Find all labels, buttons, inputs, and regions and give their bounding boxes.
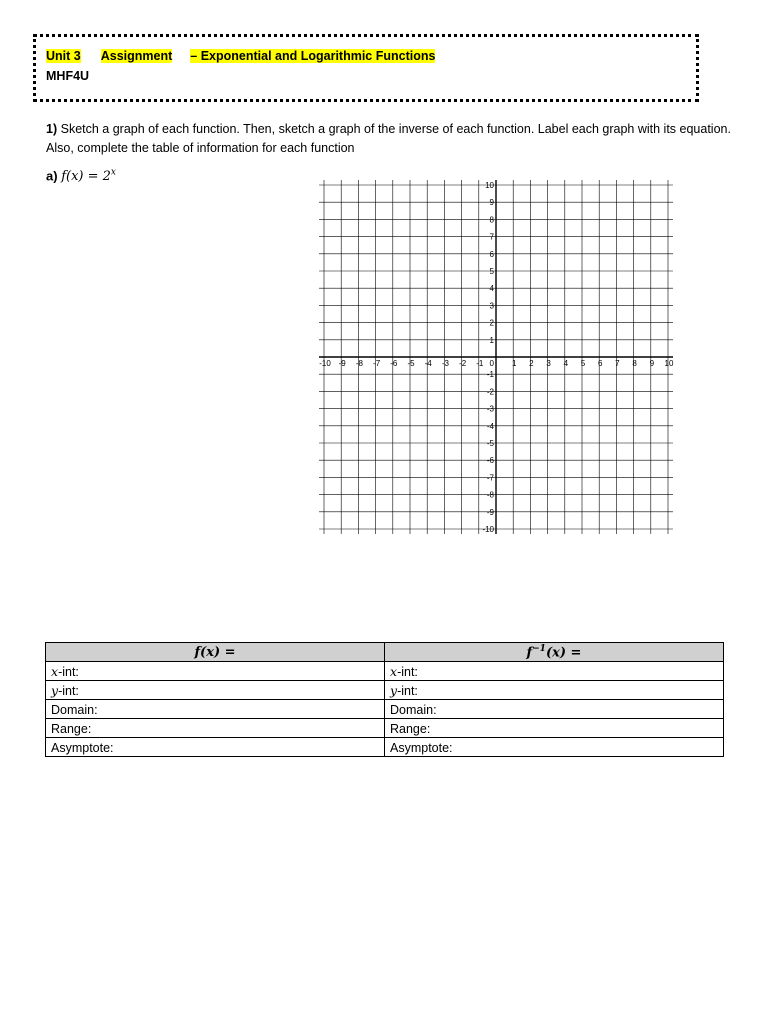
x-tick-label: -9 bbox=[338, 359, 346, 368]
course-code: MHF4U bbox=[46, 69, 90, 83]
y-tick-label: 5 bbox=[489, 267, 494, 276]
y-tick-label: 1 bbox=[489, 335, 494, 345]
question-1 bbox=[46, 120, 736, 158]
x-tick-label: 7 bbox=[615, 359, 620, 368]
question-number: 1) bbox=[46, 122, 58, 136]
x-tick-label: 2 bbox=[529, 359, 534, 368]
y-tick-label: 6 bbox=[489, 249, 494, 259]
x-tick-label: -2 bbox=[459, 359, 467, 368]
y-tick-label: 8 bbox=[489, 215, 494, 225]
x-tick-label: -3 bbox=[441, 359, 449, 368]
x-tick-label: 10 bbox=[664, 359, 674, 368]
function-info-table bbox=[45, 642, 724, 757]
y-tick-label: 9 bbox=[489, 198, 494, 208]
part-a-label bbox=[46, 168, 116, 184]
inverse-cell[interactable]: Asymptote: bbox=[385, 738, 724, 757]
assignment-label: Assignment bbox=[100, 49, 173, 63]
unit-label: Unit 3 bbox=[46, 49, 81, 63]
x-tick-label: 9 bbox=[649, 359, 655, 368]
header-box bbox=[33, 34, 699, 102]
x-tick-label: -8 bbox=[355, 359, 363, 368]
y-tick-label: -7 bbox=[486, 473, 494, 483]
x-tick-label: -5 bbox=[407, 359, 415, 368]
table-row bbox=[46, 662, 724, 681]
function-equation: $f(x) = 2^x$ bbox=[61, 168, 116, 185]
x-tick-label: -10 bbox=[319, 359, 331, 368]
y-tick-label: -2 bbox=[486, 387, 494, 397]
coordinate-grid bbox=[300, 176, 704, 536]
y-tick-label: -3 bbox=[486, 404, 494, 414]
inverse-cell[interactable]: Domain: bbox=[385, 700, 724, 719]
function-cell[interactable]: x-int: bbox=[46, 662, 385, 681]
question-text: Sketch a graph of each function. Then, sketch a graph of the inverse of each function. Label each graph with its equation. Also, complete the table of information for each function bbox=[46, 122, 731, 155]
function-cell[interactable]: Asymptote: bbox=[46, 738, 385, 757]
x-tick-label: -7 bbox=[373, 359, 381, 368]
y-tick-label: 3 bbox=[489, 301, 494, 311]
y-tick-label: 2 bbox=[489, 318, 494, 328]
function-cell[interactable]: Range: bbox=[46, 719, 385, 738]
y-tick-label: -6 bbox=[486, 456, 494, 466]
topic-label: – Exponential and Logarithmic Functions bbox=[190, 49, 436, 63]
y-tick-label: -8 bbox=[486, 490, 494, 500]
x-tick-label: -1 bbox=[476, 359, 484, 368]
x-tick-label: 8 bbox=[632, 359, 637, 368]
function-cell[interactable]: Domain: bbox=[46, 700, 385, 719]
table-row bbox=[46, 681, 724, 700]
x-tick-label: 4 bbox=[563, 359, 569, 368]
y-tick-label: 7 bbox=[489, 232, 494, 242]
x-tick-label: -6 bbox=[390, 359, 398, 368]
inverse-cell[interactable]: y-int: bbox=[385, 681, 724, 700]
x-tick-label: 6 bbox=[597, 359, 603, 368]
x-tick-label: 1 bbox=[511, 359, 517, 368]
table-row bbox=[46, 738, 724, 757]
part-letter: a) bbox=[46, 168, 58, 184]
inverse-cell[interactable]: x-int: bbox=[385, 662, 724, 681]
y-tick-label: 10 bbox=[485, 181, 494, 190]
function-cell[interactable]: y-int: bbox=[46, 681, 385, 700]
assignment-title bbox=[46, 49, 435, 63]
function-exponent: x bbox=[110, 168, 116, 178]
origin-label: 0 bbox=[489, 359, 494, 368]
y-tick-label: -4 bbox=[486, 421, 494, 431]
header-inverse-function: $f^{-1}(x)$ = bbox=[385, 643, 724, 662]
x-tick-label: -4 bbox=[424, 359, 432, 368]
y-tick-label: -5 bbox=[486, 439, 494, 448]
x-tick-label: 3 bbox=[546, 359, 551, 368]
y-tick-label: -10 bbox=[482, 525, 494, 534]
y-tick-label: -1 bbox=[486, 370, 494, 380]
y-tick-label: 4 bbox=[489, 284, 494, 294]
y-tick-label: -9 bbox=[486, 507, 494, 517]
header-function: f(x) = bbox=[46, 643, 385, 662]
table-row bbox=[46, 719, 724, 738]
inverse-cell[interactable]: Range: bbox=[385, 719, 724, 738]
x-tick-label: 5 bbox=[580, 359, 586, 368]
table-row bbox=[46, 700, 724, 719]
